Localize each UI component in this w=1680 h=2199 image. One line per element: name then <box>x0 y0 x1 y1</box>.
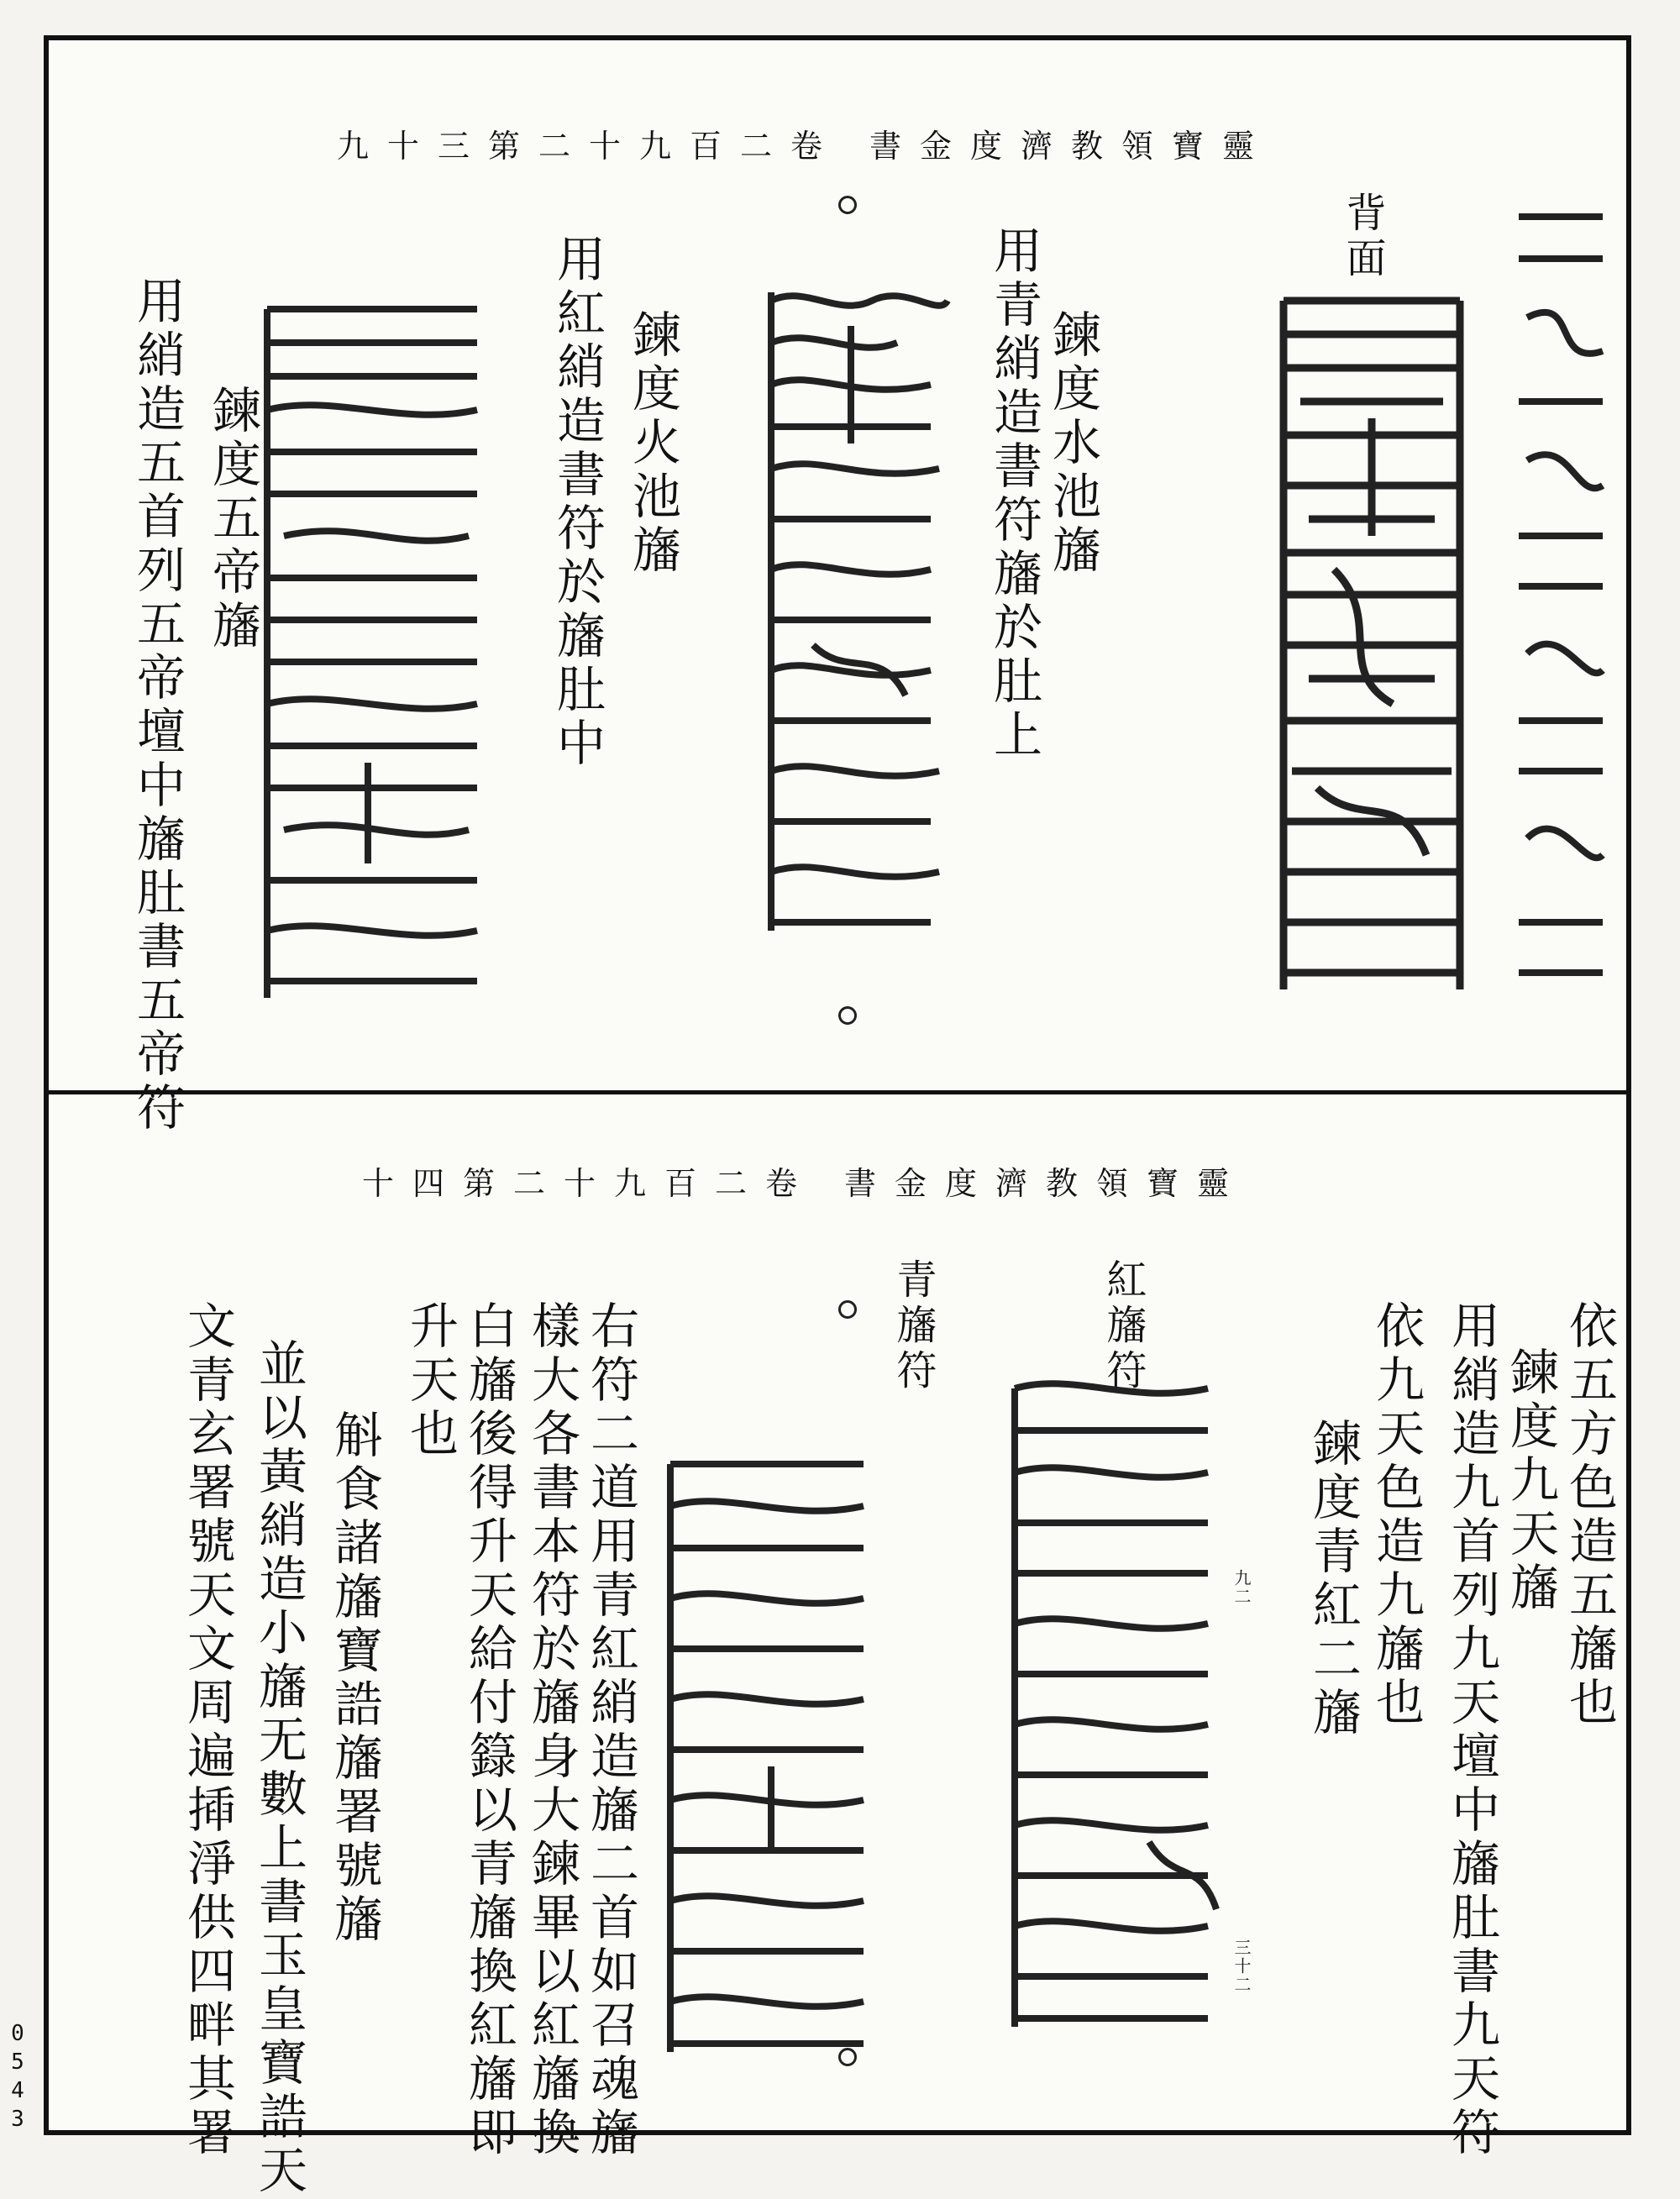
punch-hole <box>838 2048 857 2066</box>
text-col: 樣大各書本符於旛身大鍊畢以紅旛換 <box>523 1300 580 2160</box>
punch-hole <box>838 196 857 214</box>
page-number-digit: 5 <box>11 2049 24 2075</box>
red-banner-talisman <box>981 1372 1233 2044</box>
text-col: 依九天色造九旛也 <box>1368 1300 1425 1730</box>
text-col: 右符二道用青紅綃造旛二首如召魂旛 <box>582 1300 639 2160</box>
water-pool-talisman <box>738 276 964 947</box>
talisman-glyph <box>234 292 502 1015</box>
bottom-header: 十四第二十九百二卷 書金度濟教領寶靈 <box>361 1165 1248 1202</box>
green-banner-talisman <box>637 1447 889 2069</box>
talisman-glyph <box>981 1372 1233 2044</box>
talisman-glyph <box>1502 183 1620 1006</box>
panel2-title: 鍊度水池旛 <box>1044 309 1101 578</box>
text-col: 依五方色造五旛也 <box>1561 1300 1618 1730</box>
text-col: 升天也 <box>402 1300 459 1462</box>
back-face-talisman <box>1258 284 1485 1006</box>
punch-hole <box>838 1006 857 1025</box>
text-col: 鍊度青紅二旛 <box>1305 1418 1362 1740</box>
page-number-digit: 4 <box>11 2078 24 2103</box>
bottom-half <box>49 1094 1626 2198</box>
punch-hole <box>838 1300 857 1319</box>
green-banner-label: 青旛符 <box>890 1258 937 1394</box>
text-col: 文青玄署號天文周遍揷淨供四畔其署 <box>179 1300 236 2160</box>
five-emperors-talisman <box>234 292 502 1015</box>
talisman-glyph <box>738 276 964 947</box>
top-header: 九十三第二十九百二卷 書金度濟教領寶靈 <box>336 128 1273 165</box>
red-banner-label: 紅旛符 <box>1100 1258 1147 1394</box>
small-note: 九二 <box>1231 1569 1252 1606</box>
text-col: 斛食諸旛寶誥旛署號旛 <box>326 1409 383 1947</box>
text-col: 鍊度九天旛 <box>1502 1346 1559 1615</box>
panel3-title: 鍊度火池旛 <box>624 309 681 578</box>
side-script-talisman <box>1502 183 1620 1006</box>
top-half <box>49 40 1626 1136</box>
text-col: 白旛後得升天給付籙以青旛換紅旛即 <box>460 1300 517 2160</box>
page-number <box>5 2019 30 2133</box>
panel2-text: 用青綃造書符旛於肚上 <box>985 225 1042 763</box>
text-col: 並以黃綃造小旛无數上書玉皇寶誥天 <box>250 1338 307 2198</box>
page-frame <box>44 35 1631 2198</box>
talisman-glyph <box>637 1447 889 2069</box>
panel4-title: 鍊度五帝旛 <box>204 385 261 653</box>
panel1-label: 背面 <box>1339 192 1386 282</box>
page-number-digit: 0 <box>11 2021 24 2046</box>
panel4-text: 用綃造五首列五帝壇中旛肚書五帝符 <box>129 276 186 1136</box>
page-number-digit: 3 <box>11 2107 24 2132</box>
text-col: 用綃造九首列九天壇中旛肚書九天符 <box>1443 1300 1500 2160</box>
panel3-text: 用紅綃造書符於旛肚中 <box>549 234 606 771</box>
talisman-glyph <box>1258 284 1485 1006</box>
small-note: 三十二 <box>1231 1939 1252 1994</box>
